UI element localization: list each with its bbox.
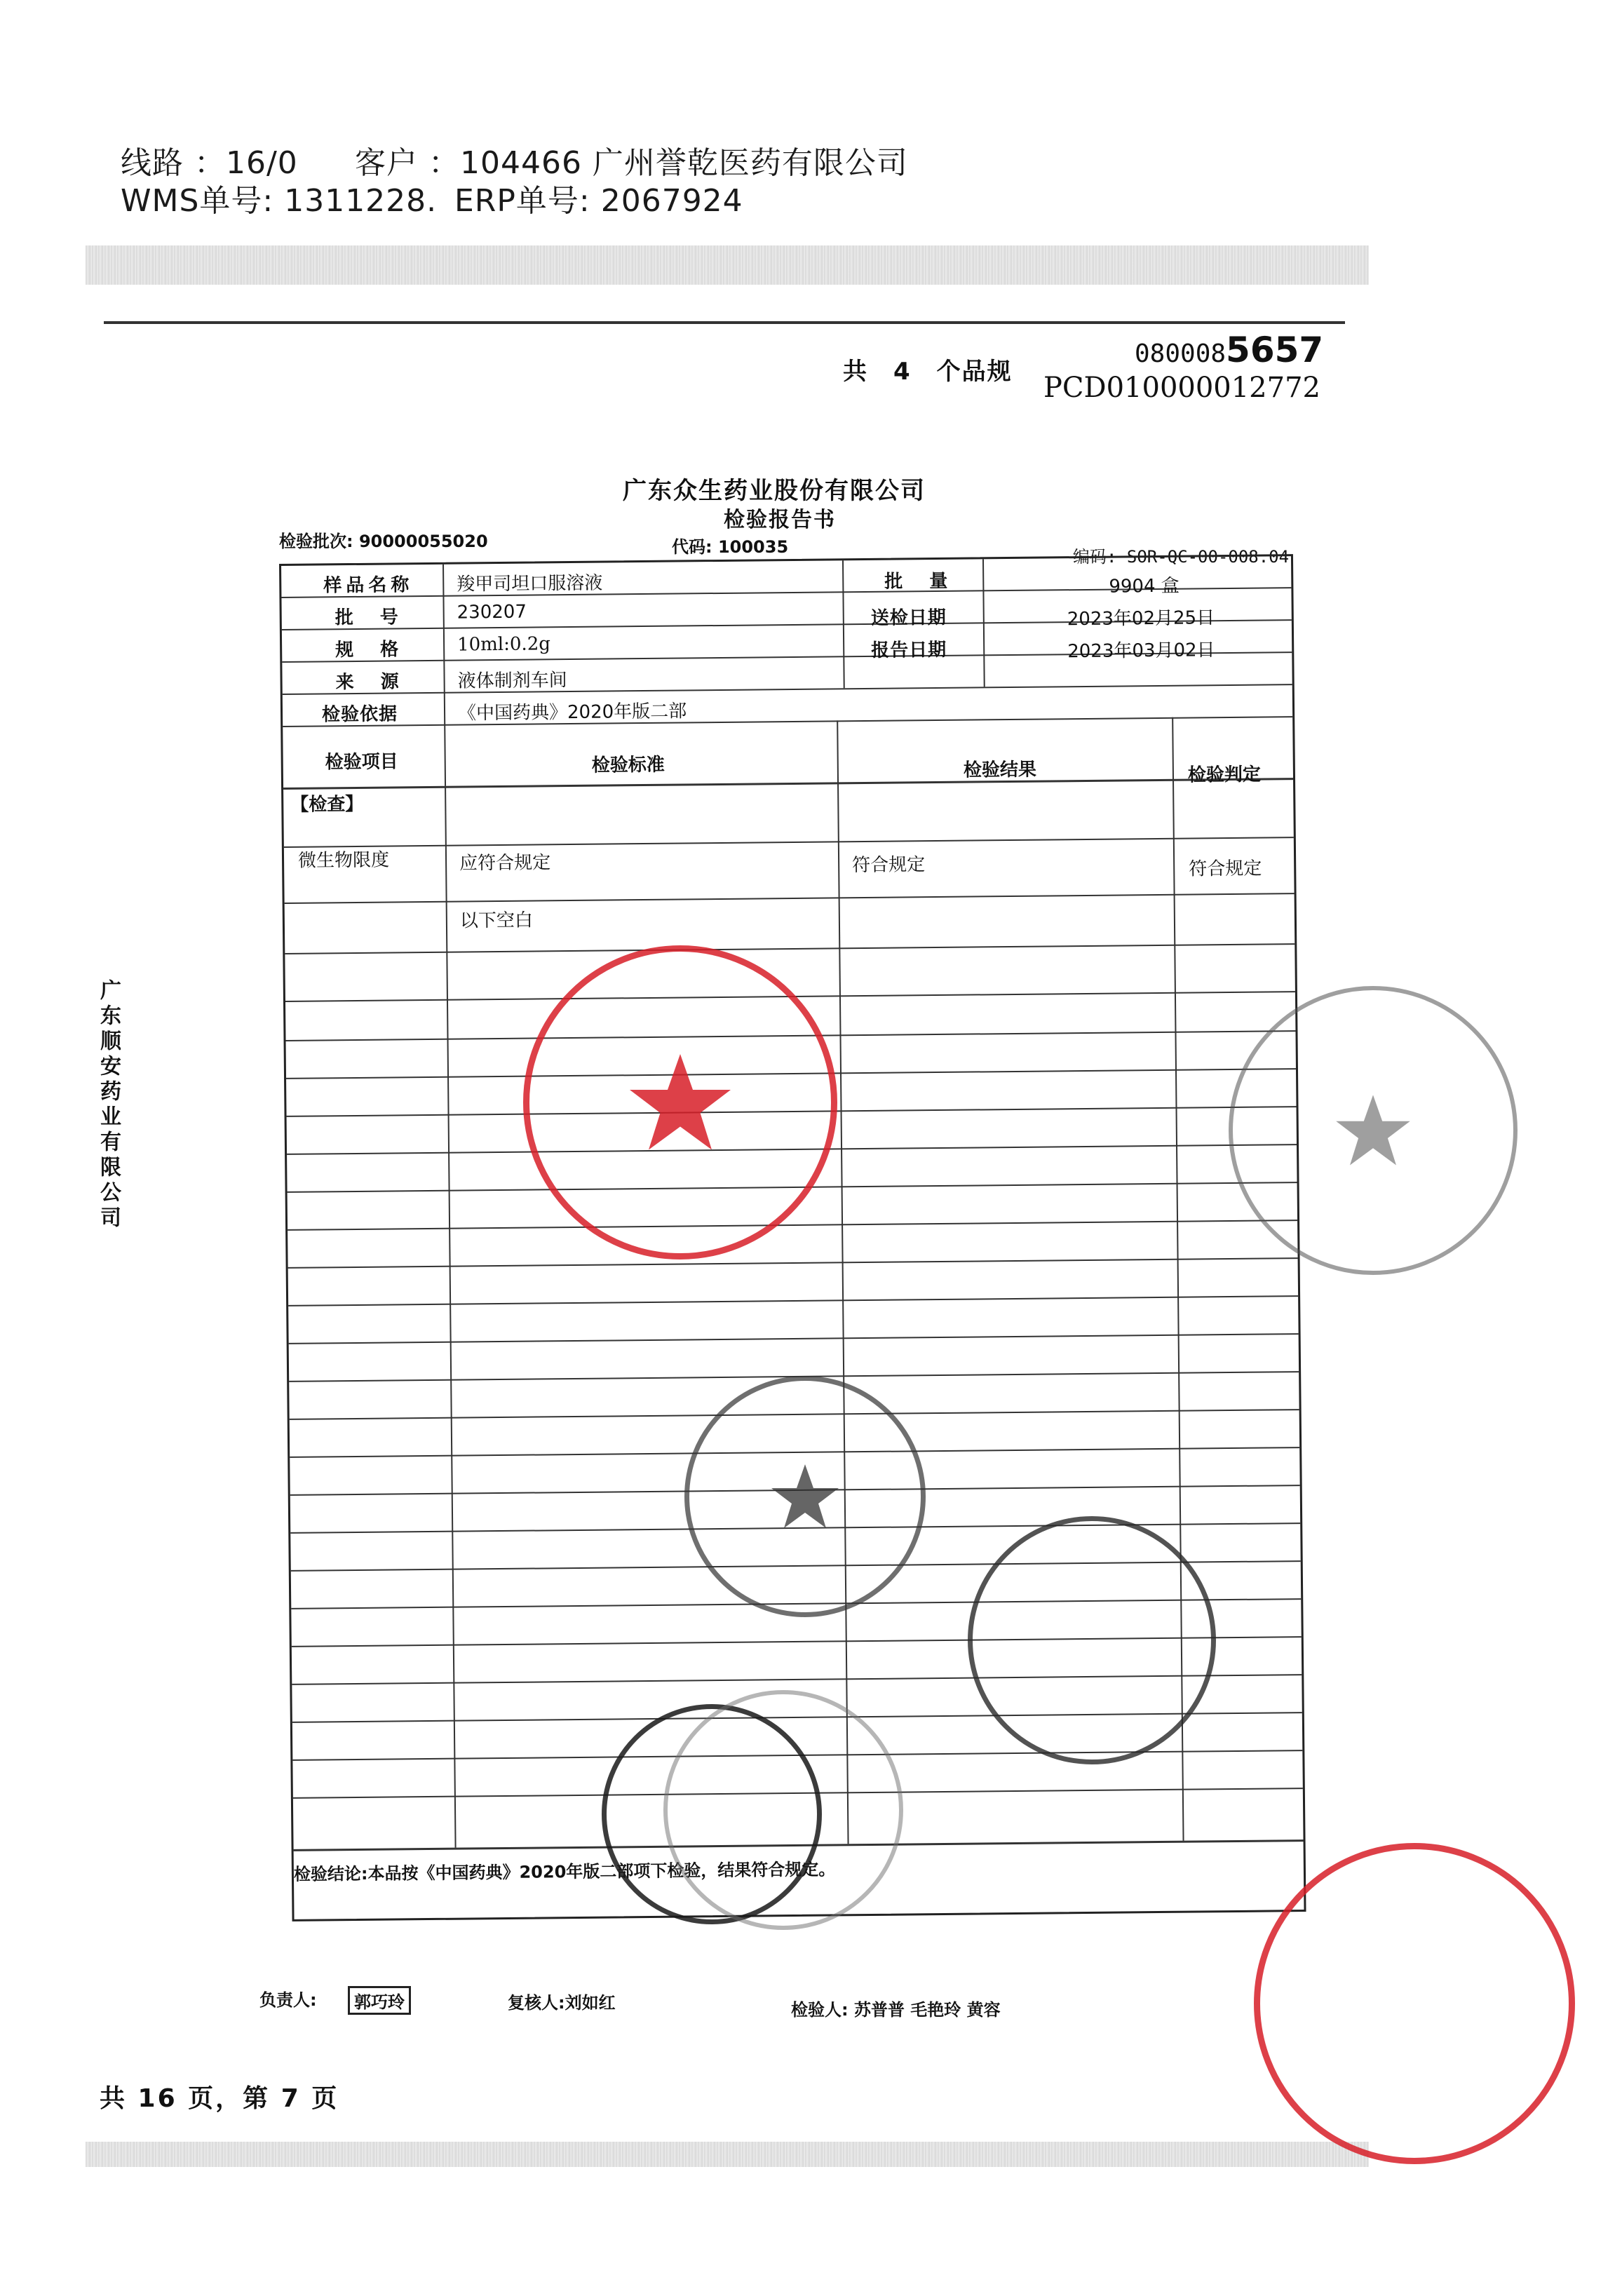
page-info: 共 16 页，第 7 页 bbox=[100, 2084, 339, 2113]
row-standard: 以下空白 bbox=[459, 910, 534, 932]
form-col-rule bbox=[837, 720, 849, 1844]
top-divider bbox=[104, 321, 1345, 324]
conclusion: 检验结论:本品按《中国药典》2020年版二部项下检验，结果符合规定。 bbox=[293, 1859, 836, 1884]
scan-band-bottom bbox=[86, 2142, 1369, 2167]
row-item: 【检查】 bbox=[290, 793, 364, 816]
row-standard: 应符合规定 bbox=[459, 852, 551, 874]
column-header-item: 检验项目 bbox=[325, 751, 398, 774]
form-rule bbox=[283, 684, 1292, 695]
column-header-judgement: 检验判定 bbox=[1187, 764, 1262, 786]
form-rule bbox=[288, 1257, 1298, 1269]
report-date-label: 报告日期 bbox=[871, 639, 947, 661]
form-rule bbox=[283, 716, 1292, 727]
column-header-standard: 检验标准 bbox=[591, 754, 665, 776]
stamp-shunan-1 bbox=[1229, 986, 1518, 1275]
source-label: 来 源 bbox=[335, 671, 403, 694]
pcd-number: PCD010000012772 bbox=[1043, 372, 1320, 404]
doc-number bbox=[1135, 330, 1323, 370]
batch-run-number: 检验批次: 90000055020 bbox=[279, 532, 488, 551]
form-rule bbox=[288, 1295, 1298, 1306]
row-result: 符合规定 bbox=[852, 854, 926, 877]
stamp-shunan-2 bbox=[684, 1376, 926, 1617]
stamp-zhongsheng-trade bbox=[968, 1516, 1216, 1764]
report-date-value: 2023年03月02日 bbox=[1067, 640, 1215, 663]
responsible-signature: 郭巧玲 bbox=[348, 1986, 411, 2015]
row-item: 微生物限度 bbox=[297, 849, 390, 872]
sample-name-value: 羧甲司坦口服溶液 bbox=[457, 572, 603, 595]
form-rule bbox=[283, 778, 1293, 790]
wms-number: WMS单号: 1311228. bbox=[121, 183, 438, 219]
spec-label: 规 格 bbox=[335, 639, 403, 661]
batch-label: 批 号 bbox=[334, 607, 403, 629]
responsible-label: 负责人: bbox=[259, 1990, 317, 2010]
basis-label: 检验依据 bbox=[321, 703, 398, 726]
form-rule bbox=[285, 943, 1295, 954]
submit-date-value: 2023年02月25日 bbox=[1067, 607, 1215, 630]
star-icon bbox=[1334, 1092, 1412, 1169]
form-rule bbox=[285, 893, 1295, 904]
inspector: 检验人: 苏普普 毛艳玲 黄容 bbox=[791, 2000, 1001, 2020]
sample-name-label: 样品名称 bbox=[323, 574, 414, 597]
quantity-label: 批 量 bbox=[884, 570, 952, 593]
form-rule bbox=[289, 1333, 1299, 1344]
form-rule bbox=[288, 1220, 1297, 1231]
total-items: 共 4 个品规 bbox=[843, 358, 1013, 386]
product-code: 代码: 100035 bbox=[672, 537, 789, 557]
report-title: 检验报告书 bbox=[724, 508, 836, 532]
stamp-zhengzhou-longteng bbox=[523, 945, 837, 1260]
report-company: 广东众生药业股份有限公司 bbox=[623, 477, 926, 505]
scan-band-top bbox=[86, 245, 1369, 285]
form-col-rule bbox=[442, 565, 446, 786]
star-icon bbox=[770, 1461, 840, 1532]
batch-value: 230207 bbox=[457, 601, 527, 623]
column-header-result: 检验结果 bbox=[963, 759, 1037, 781]
source-value: 液体制剂车间 bbox=[457, 670, 567, 692]
form-col-rule bbox=[445, 786, 457, 1848]
quantity-value: 9904 盒 bbox=[1109, 575, 1180, 597]
row-judgement: 符合规定 bbox=[1189, 858, 1262, 880]
form-rule bbox=[284, 837, 1294, 848]
erp-number: ERP单号: 2067924 bbox=[454, 183, 743, 219]
spec-value: 10ml:0.2g bbox=[457, 633, 551, 656]
customer-label: 客户 ：104466 广州誉乾医药有限公司 bbox=[355, 145, 908, 181]
reviewer: 复核人:刘如红 bbox=[508, 1993, 616, 2013]
stamp-yuqian bbox=[663, 1690, 903, 1930]
side-company-text: 广东顺安药业有限公司 bbox=[96, 979, 121, 1231]
submit-date-label: 送检日期 bbox=[870, 607, 947, 629]
star-icon bbox=[628, 1050, 733, 1155]
form-code: 编码: SOR-QC-00-008.04 bbox=[1073, 547, 1290, 567]
route-label: 线路 ：16/0 bbox=[121, 145, 298, 181]
doc-number-prefix: 080008 bbox=[1135, 339, 1226, 368]
doc-number-suffix: 5657 bbox=[1226, 330, 1324, 370]
basis-value: 《中国药典》2020年版二部 bbox=[457, 701, 687, 724]
stamp-kunshan-yifang bbox=[1254, 1843, 1575, 2164]
